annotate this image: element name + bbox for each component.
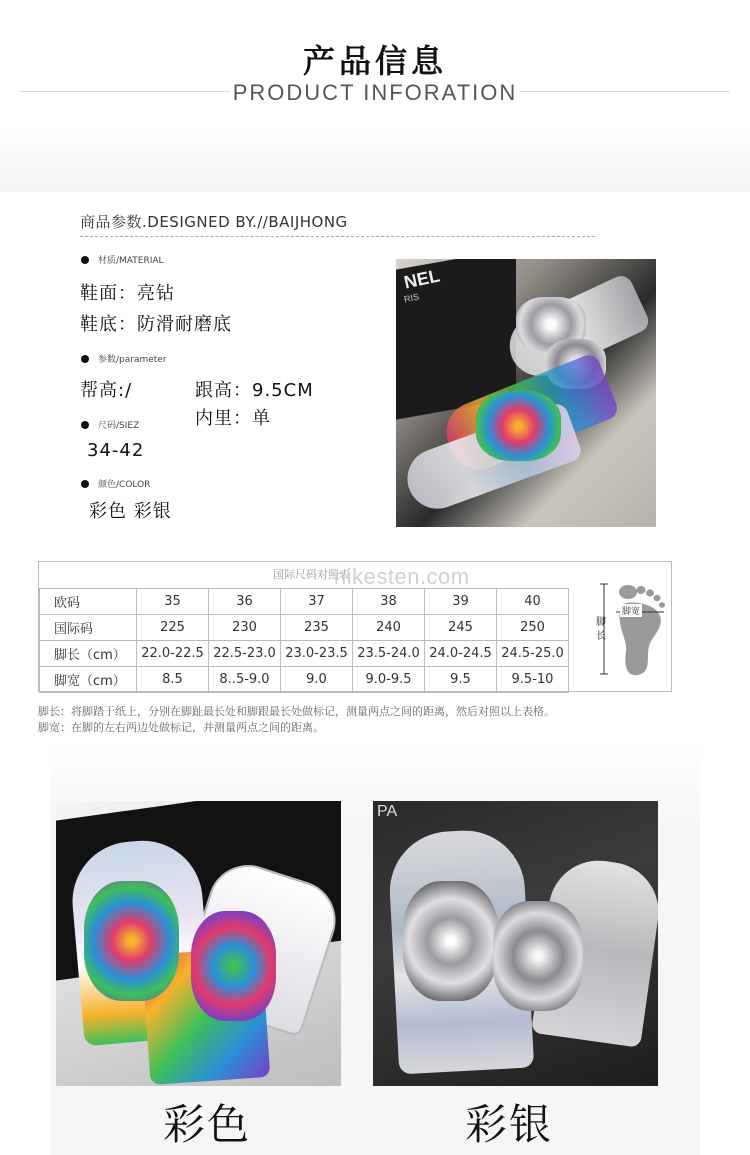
foot-width-note: 脚宽：在脚的左右两边处做标记，并测量两点之间的距离。 <box>38 721 324 734</box>
bullet-icon <box>81 421 89 429</box>
table-cell: 24.0-24.5 <box>425 641 497 667</box>
table-cell: 22.0-22.5 <box>137 641 209 667</box>
lining: 内里：单 <box>195 408 271 429</box>
size-range: 34-42 <box>87 440 145 461</box>
table-cell: 230 <box>209 615 281 641</box>
section-separator <box>0 130 750 192</box>
page-subtitle: PRODUCT INFORATION <box>232 80 518 105</box>
table-cell: 36 <box>209 589 281 615</box>
table-cell: 40 <box>497 589 569 615</box>
table-cell: 8..5-9.0 <box>209 667 281 693</box>
row-header: 脚长（cm） <box>40 641 137 667</box>
silver-bow-left <box>403 881 498 1001</box>
table-cell: 225 <box>137 615 209 641</box>
box-brand-text: NEL <box>402 265 442 293</box>
size-chart-caption: 国际尺码对照表 <box>273 568 350 581</box>
table-cell: 39 <box>425 589 497 615</box>
variant-photo-silver <box>373 801 658 1086</box>
size-label: 尺码/SIEZ <box>98 421 140 431</box>
foot-width-label: 脚宽 <box>620 604 642 617</box>
material-label: 材质/MATERIAL <box>98 256 164 266</box>
parameter-section-label <box>81 352 167 365</box>
foot-length-label: 脚长 <box>596 617 606 642</box>
bullet-icon <box>81 355 89 363</box>
table-cell: 38 <box>353 589 425 615</box>
table-cell: 24.5-25.0 <box>497 641 569 667</box>
row-header: 国际码 <box>40 615 137 641</box>
row-header: 脚宽（cm） <box>40 667 137 693</box>
product-photo-pair <box>396 259 656 527</box>
watermark: nikesten.com <box>334 564 470 589</box>
table-cell: 9.5-10 <box>497 667 569 693</box>
parameter-label: 参数/parameter <box>98 355 167 365</box>
table-cell: 22.5-23.0 <box>209 641 281 667</box>
color-section-label <box>81 477 150 490</box>
size-chart <box>38 561 672 692</box>
table-cell: 235 <box>281 615 353 641</box>
bullet-icon <box>81 256 89 264</box>
table-cell: 245 <box>425 615 497 641</box>
silver-bow-right <box>493 901 583 1011</box>
table-cell: 8.5 <box>137 667 209 693</box>
table-row <box>40 615 569 641</box>
table-cell: 250 <box>497 615 569 641</box>
shaft-height: 帮高:/ <box>80 380 133 401</box>
table-cell: 9.0-9.5 <box>353 667 425 693</box>
table-row <box>40 667 569 693</box>
heel-height: 跟高：9.5CM <box>195 380 314 401</box>
table-cell: 23.0-23.5 <box>281 641 353 667</box>
table-cell: 9.0 <box>281 667 353 693</box>
rainbow-bow-left <box>84 881 179 1001</box>
variant-photo-rainbow <box>56 801 341 1086</box>
table-cell: 23.5-24.0 <box>353 641 425 667</box>
page-title: 产品信息 <box>302 42 447 80</box>
subtitle-row <box>20 80 730 106</box>
row-header: 欧码 <box>40 589 137 615</box>
table-cell: 37 <box>281 589 353 615</box>
table-cell: 35 <box>137 589 209 615</box>
color-options: 彩色 彩银 <box>89 501 172 522</box>
material-section-label <box>81 253 164 266</box>
box-brand-subtext: RIS <box>403 291 420 305</box>
foot-diagram <box>594 576 672 686</box>
spec-title: 商品参数.DESIGNED BY.//BAIJHONG <box>80 213 348 231</box>
color-label: 颜色/COLOR <box>98 480 151 490</box>
sole-material: 鞋底：防滑耐磨底 <box>80 314 232 335</box>
foot-length-note: 脚长：将脚踏于纸上，分别在脚趾最长处和脚跟最长处做标记，测量两点之间的距离，然后对照以上表格。 <box>38 705 555 718</box>
rainbow-bow-right <box>191 911 276 1021</box>
table-row <box>40 641 569 667</box>
spec-divider <box>80 236 595 237</box>
variant-label-rainbow: 彩色 <box>163 1100 252 1149</box>
size-table <box>39 588 569 693</box>
box-brand-text: PA <box>377 803 398 820</box>
table-cell: 9.5 <box>425 667 497 693</box>
rainbow-bow <box>476 391 561 461</box>
upper-material: 鞋面：亮钻 <box>80 283 175 304</box>
size-section-label <box>81 418 139 431</box>
table-cell: 240 <box>353 615 425 641</box>
table-row <box>40 589 569 615</box>
variant-label-silver: 彩银 <box>465 1100 554 1149</box>
bullet-icon <box>81 480 89 488</box>
